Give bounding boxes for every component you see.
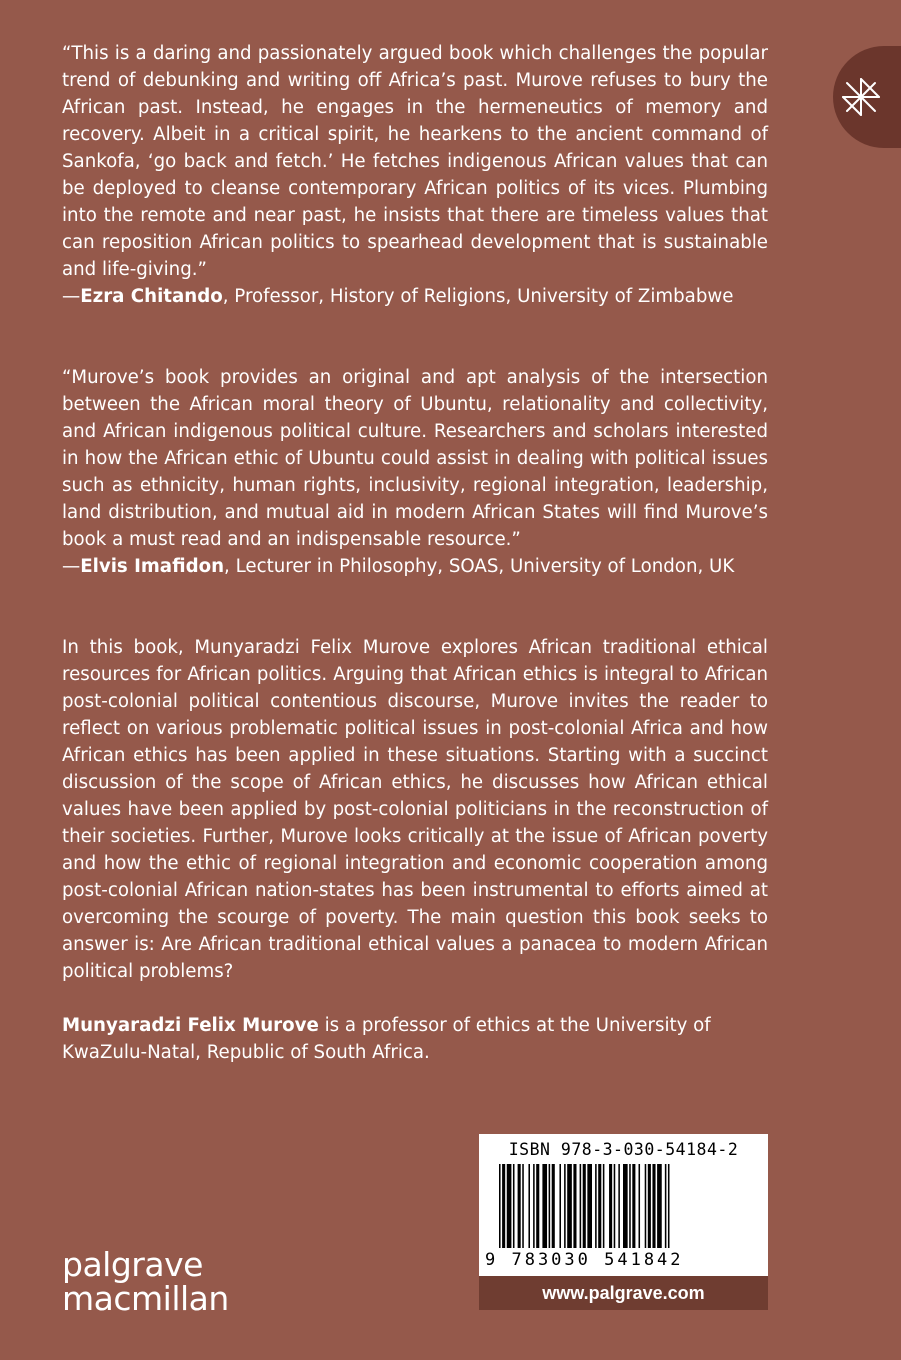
publisher-website: www.palgrave.com bbox=[479, 1276, 768, 1310]
barcode-bar bbox=[507, 1164, 512, 1248]
book-description: In this book, Munyaradzi Felix Murove explores African traditional ethical resources for African politics. Arguing that African ethics is integral to African post-colonial political contentious discourse, Murove invites the reader to reflect on various problematic political issues in post-colonial Africa and how African ethics has been applied in these situations. Starting with a succinct discussion of the scope of African ethics, he discusses how African ethical values have been applied by post-colonial politicians in the reconstruction of their societies. Further, Murove looks critically at the issue of African poverty and how the ethic of regional integration and economic cooperation among post-colonial African nation-states has been instrumental to efforts aimed at overcoming the scourge of poverty. The main question this book seeks to answer is: Are African traditional ethical values a panacea to modern African political problems? bbox=[62, 637, 768, 982]
barcode-bar bbox=[598, 1164, 601, 1248]
barcode-bar bbox=[632, 1164, 635, 1248]
endorsement-quote-1: “This is a daring and passionately argued book which challenges the popular trend of debunking and writing off Africa’s past. Murove refuses to bury the African past. Instead, he engages in the hermeneutics of memory and recovery. Albeit in a critical spirit, he hearkens to the ancient command of Sankofa, ‘go back and fetch.’ He fetches indigenous African values that can be deployed to cleanse contemporary African politics of its vices. Plumbing into the remote and near past, he insists that there are timeless values that can reposition African politics to spearhead development that is sustainable and life-giving.” bbox=[62, 43, 768, 280]
isbn-label: ISBN 978-3-030-54184-2 bbox=[508, 1140, 739, 1159]
barcode-bar bbox=[522, 1164, 524, 1248]
barcode-bar bbox=[609, 1164, 612, 1248]
back-cover-text bbox=[62, 40, 768, 1066]
logo-line-palgrave: palgrave bbox=[62, 1245, 203, 1284]
barcode-bar bbox=[499, 1164, 501, 1248]
barcode-bar bbox=[648, 1164, 651, 1248]
attribution-dash: — bbox=[62, 556, 81, 577]
endorsement-attribution-2 bbox=[62, 553, 768, 580]
barcode-bar bbox=[645, 1164, 647, 1248]
endorser-name-2: Elvis Imafidon bbox=[80, 556, 225, 577]
barcode-bar bbox=[559, 1164, 561, 1248]
barcode-bar bbox=[639, 1164, 641, 1248]
barcode-bar bbox=[542, 1164, 547, 1248]
barcode-bars bbox=[497, 1164, 751, 1260]
barcode-bar bbox=[668, 1164, 670, 1248]
barcode-bar bbox=[614, 1164, 616, 1248]
barcode-bar bbox=[536, 1164, 539, 1248]
palgrave-macmillan-logo bbox=[62, 1245, 229, 1318]
endorsement-quote-2: “Murove’s book provides an original and apt analysis of the intersection between the African moral theory of Ubuntu, relationality and collectivity, and African indigenous political culture. Researchers and scholars interested in how the African ethic of Ubuntu could assist in dealing with political issues such as ethnicity, human rights, inclusivity, regional integration, leadership, land distribution, and mutual aid in modern African States will find Murove’s book a must read and an indispensable resource.” bbox=[62, 367, 768, 550]
endorsement-attribution-1 bbox=[62, 283, 768, 310]
barcode-bar bbox=[567, 1164, 572, 1248]
publisher-emblem bbox=[833, 46, 901, 148]
barcode-bar bbox=[665, 1164, 667, 1248]
barcode-bar bbox=[652, 1164, 655, 1248]
author-name: Munyaradzi Felix Murove bbox=[62, 1015, 319, 1036]
logo-line-macmillan: macmillan bbox=[62, 1279, 229, 1318]
barcode-bar bbox=[549, 1164, 551, 1248]
author-bio-text: is a professor of ethics at the University of KwaZulu-Natal, Republic of South Africa. bbox=[62, 1015, 711, 1063]
barcode-bar bbox=[657, 1164, 662, 1248]
barcode-bar bbox=[502, 1164, 505, 1248]
barcode-bar bbox=[518, 1164, 521, 1248]
barcode-bar bbox=[583, 1164, 586, 1248]
barcode-bar bbox=[629, 1164, 631, 1248]
barcode-bar bbox=[587, 1164, 592, 1248]
barcode-bar bbox=[603, 1164, 605, 1248]
endorser-name-1: Ezra Chitando bbox=[80, 286, 223, 307]
barcode-bar bbox=[528, 1164, 530, 1248]
barcode-bar bbox=[513, 1164, 515, 1248]
endorser-affiliation-2: , Lecturer in Philosophy, SOAS, University of London, UK bbox=[224, 556, 735, 577]
author-bio bbox=[62, 1012, 768, 1066]
endorser-affiliation-1: , Professor, History of Religions, University of Zimbabwe bbox=[222, 286, 734, 307]
barcode-bar bbox=[595, 1164, 597, 1248]
barcode-bar bbox=[573, 1164, 576, 1248]
attribution-dash: — bbox=[62, 286, 81, 307]
barcode-bar bbox=[618, 1164, 620, 1248]
barcode-bar bbox=[533, 1164, 535, 1248]
barcode-bar bbox=[623, 1164, 628, 1248]
isbn-digits: 9 783030 541842 bbox=[485, 1250, 684, 1270]
barcode-bar bbox=[564, 1164, 566, 1248]
barcode-bar bbox=[580, 1164, 582, 1248]
barcode-bar bbox=[552, 1164, 555, 1248]
isbn-barcode bbox=[479, 1134, 768, 1276]
palgrave-star-icon bbox=[839, 75, 883, 119]
